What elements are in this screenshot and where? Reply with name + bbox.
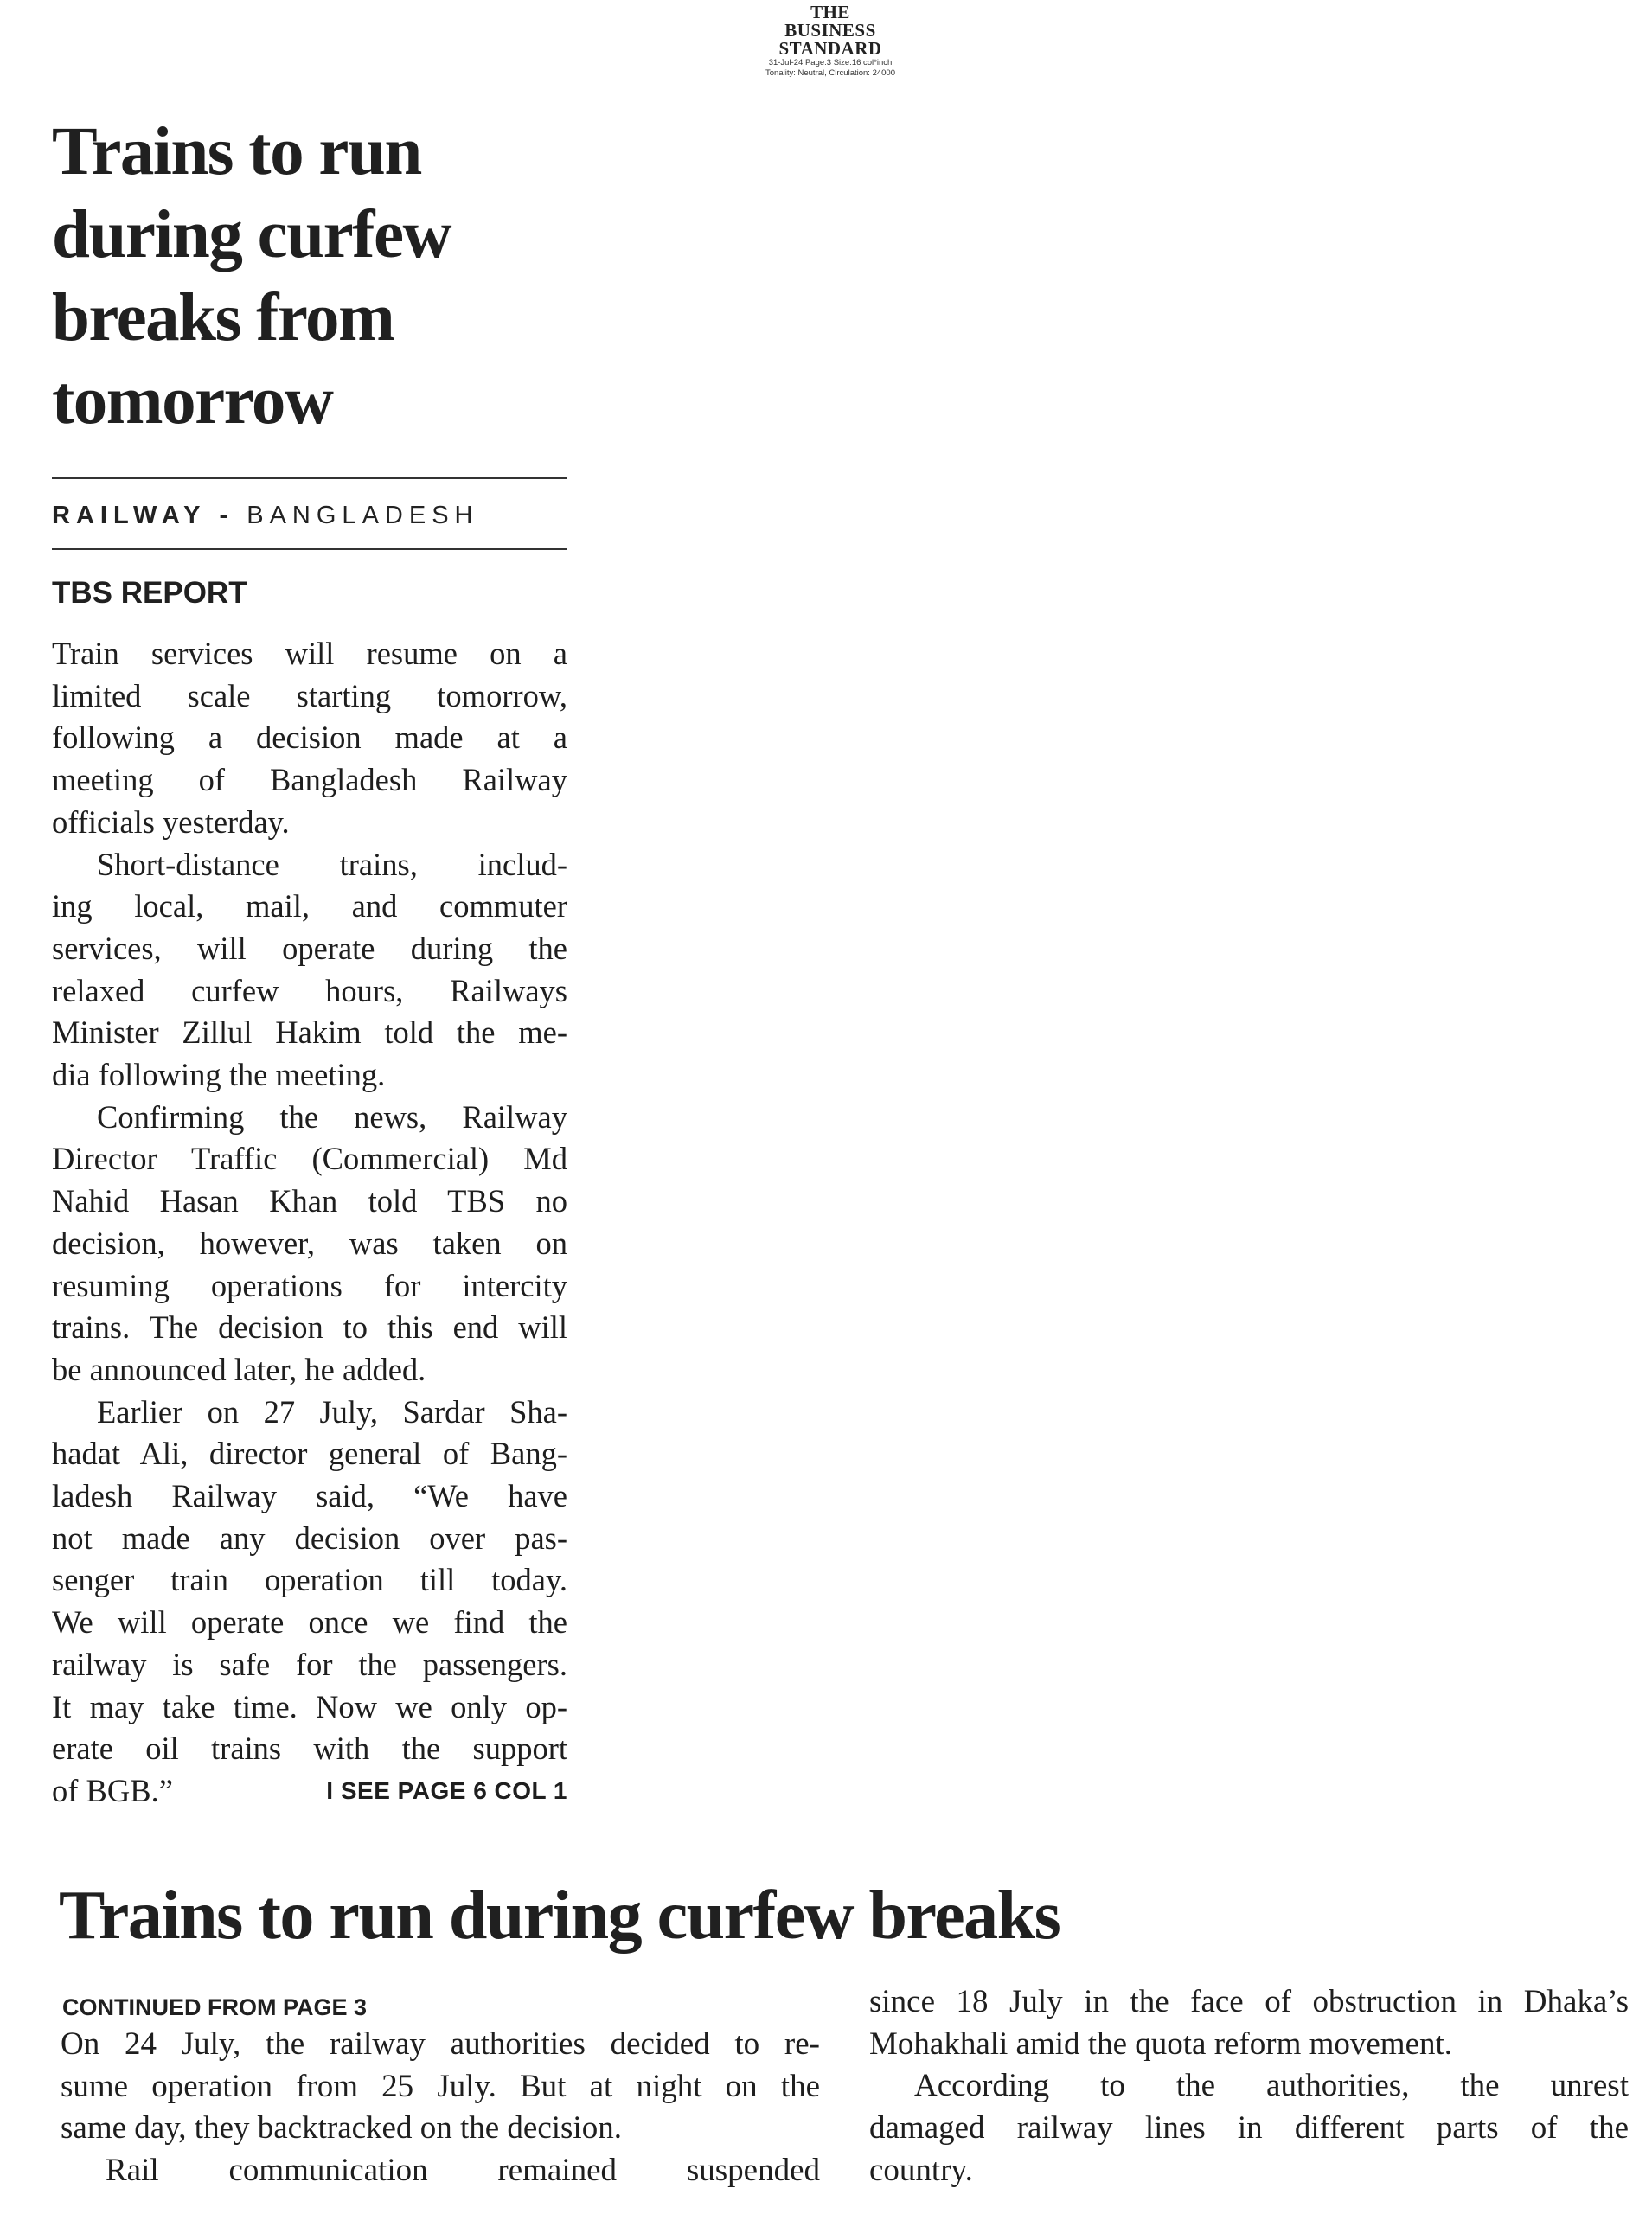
section-divider-bottom [52,548,567,550]
body-line: relaxed curfew hours, Railways [52,972,567,1008]
clipping-meta-tonality: Tonality: Neutral, Circulation: 24000 [765,68,895,78]
body-line: Nahid Hasan Khan told TBS no [52,1183,567,1219]
subsection-name: BANGLADESH [247,502,479,529]
clipping-meta-date-page: 31-Jul-24 Page:3 Size:16 col*inch [768,58,893,67]
body-line: Earlier on 27 July, Sardar Sha- [97,1393,567,1430]
body-line: ladesh Railway said, “We have [52,1478,567,1514]
article-body [52,633,567,1813]
masthead-the: THE [810,2,850,22]
byline: TBS REPORT [52,576,247,610]
newspaper-masthead [740,3,921,79]
masthead-standard: STANDARD [778,38,882,59]
column-line: country. [869,2152,973,2188]
column-line: Rail communication remained suspended [106,2153,820,2189]
masthead-business: BUSINESS [784,20,876,41]
continuation-headline: Trains to run during curfew breaks [59,1878,1060,1954]
body-line: hadat Ali, director general of Bang- [52,1436,567,1472]
body-line: resuming operations for intercity [52,1267,567,1303]
body-line: services, will operate during the [52,930,567,966]
body-line: meeting of Bangladesh Railway [52,762,567,798]
headline-line: breaks from [52,280,394,355]
body-line: trains. The decision to this end will [52,1309,567,1346]
column-line: sume operation from 25 July. But at night on the [61,2068,820,2104]
section-separator: - [219,502,234,529]
see-page-jump-label: I SEE PAGE 6 COL 1 [326,1776,567,1804]
body-line: Director Traffic (Commercial) Md [52,1141,567,1177]
body-line: limited scale starting tomorrow, [52,677,567,713]
body-line: Confirming the news, Railway [97,1098,567,1135]
body-last-line [52,1770,567,1813]
body-line: dia following the meeting. [52,1057,386,1093]
headline-line: Trains to run [52,114,421,189]
body-line: ing local, mail, and commuter [52,888,567,925]
body-line: We will operate once we find the [52,1604,567,1641]
section-name: RAILWAY [52,502,207,529]
continued-from-label: CONTINUED FROM PAGE 3 [62,1994,368,2020]
body-line: erate oil trains with the support [52,1731,567,1767]
body-line: not made any decision over pas- [52,1520,567,1556]
body-line: be announced later, he added. [52,1351,426,1387]
body-line: It may take time. Now we only op- [52,1688,567,1724]
column-line: Mohakhali amid the quota reform movement. [869,2025,1453,2062]
headline-line: tomorrow [52,363,333,438]
body-line: officials yesterday. [52,803,290,840]
column-line: since 18 July in the face of obstruction in Dhaka’s [869,1984,1629,2019]
continuation-column-1 [61,2024,820,2192]
body-line: of BGB.” [52,1772,173,1808]
headline-line: during curfew [52,197,451,272]
column-line: According to the authorities, the unrest [914,2068,1629,2104]
article-headline [52,111,571,443]
column-line: same day, they backtracked on the decision. [61,2110,622,2147]
body-line: decision, however, was taken on [52,1225,567,1261]
continuation-column-2 [869,1981,1629,2192]
body-line: senger train operation till today. [52,1562,567,1598]
column-line: damaged railway lines in different parts of the [869,2110,1629,2147]
body-line: Short-distance trains, includ- [97,846,567,882]
body-line: railway is safe for the passengers. [52,1646,567,1682]
body-line: Train services will resume on a [52,636,567,671]
body-line: following a decision made at a [52,720,567,756]
column-line: On 24 July, the railway authorities decided to re- [61,2026,820,2062]
section-tag [52,502,478,530]
body-line: Minister Zillul Hakim told the me- [52,1014,567,1051]
section-divider-top [52,477,567,479]
